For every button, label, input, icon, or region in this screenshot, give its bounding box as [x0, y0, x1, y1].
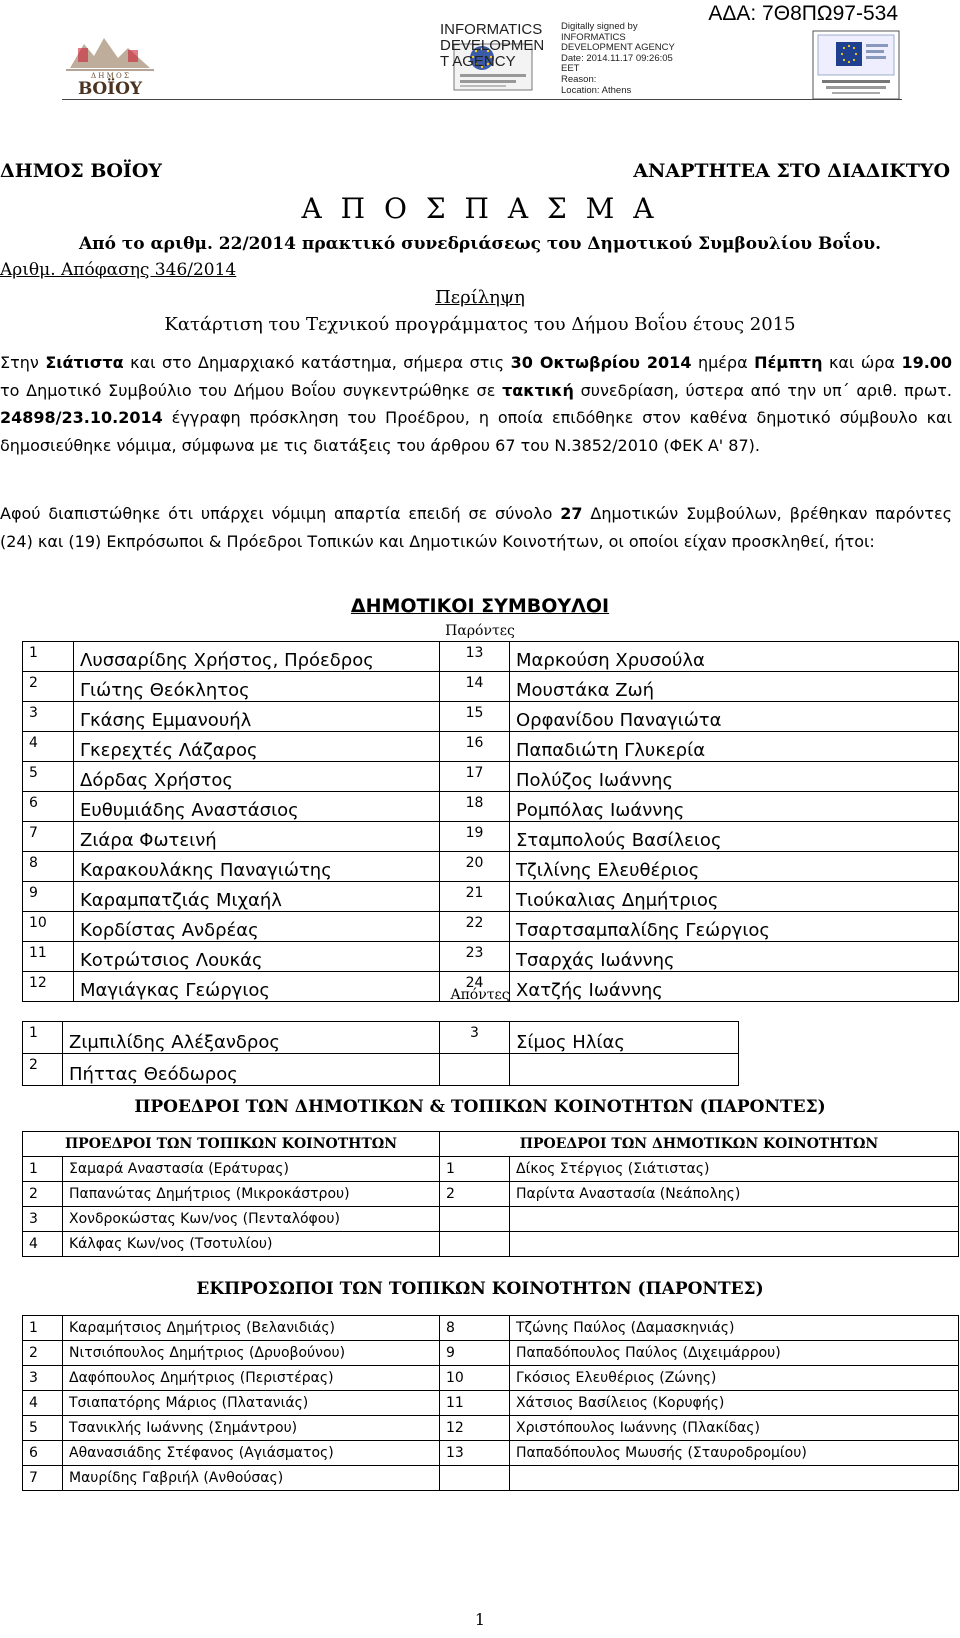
row-number-cell: 10 — [440, 1366, 510, 1391]
row-number-cell: 12 — [23, 972, 74, 1002]
row-number-cell: 10 — [23, 912, 74, 942]
row-number-cell: 9 — [23, 882, 74, 912]
name-cell: Κοτρώτσιος Λουκάς — [74, 942, 440, 972]
signature-line: Location: Athens — [561, 84, 632, 96]
name-cell: Μαυρίδης Γαβριήλ (Ανθούσας) — [63, 1466, 440, 1491]
name-cell: Σίμος Ηλίας — [510, 1022, 739, 1054]
row-number-cell: 7 — [23, 1466, 63, 1491]
name-cell: Καραμήτσιος Δημήτριος (Βελανιδιάς) — [63, 1316, 440, 1341]
signature-line: EET — [561, 63, 580, 75]
row-number-cell: 2 — [23, 1182, 63, 1207]
name-cell: Παπαδιώτη Γλυκερία — [510, 732, 959, 762]
name-cell: Σαμαρά Αναστασία (Εράτυρας) — [63, 1157, 440, 1182]
name-cell: Γκόσιος Ελευθέριος (Ζώνης) — [510, 1366, 959, 1391]
decision-number: Αριθμ. Απόφασης 346/2014 — [0, 260, 237, 280]
row-number-cell: 20 — [440, 852, 510, 882]
table-row — [23, 1466, 959, 1491]
name-cell: Ζιάρα Φωτεινή — [74, 822, 440, 852]
text: Αφού διαπιστώθηκε ότι υπάρχει νόμιμη απαρτία επειδή σε σύνολο — [0, 504, 561, 523]
name-cell: Γκερεχτές Λάζαρος — [74, 732, 440, 762]
summary-label: Περίληψη — [435, 287, 525, 308]
representatives-table — [22, 1315, 959, 1491]
name-cell: Χονδροκώστας Κων/νος (Πενταλόφου) — [63, 1207, 440, 1232]
name-cell: Ορφανίδου Παναγιώτα — [510, 702, 959, 732]
row-number-cell: 19 — [440, 822, 510, 852]
row-number-cell: 14 — [440, 672, 510, 702]
present-label: Παρόντες — [445, 623, 515, 639]
name-cell: Τσαρχάς Ιωάννης — [510, 942, 959, 972]
name-cell: Χατζής Ιωάννης — [510, 972, 959, 1002]
row-number-cell: 23 — [440, 942, 510, 972]
row-number-cell — [440, 1232, 510, 1257]
row-number-cell: 2 — [23, 1054, 63, 1086]
row-number-cell: 24 — [440, 972, 510, 1002]
table-header-row — [23, 1132, 959, 1157]
row-number-cell: 16 — [440, 732, 510, 762]
row-number-cell: 17 — [440, 762, 510, 792]
signature-agency-name: INFORMATICS DEVELOPMEN T AGENCY — [440, 21, 545, 70]
table-row — [23, 1391, 959, 1416]
bold-text: τακτική — [502, 380, 574, 400]
name-cell: Κορδίστας Ανδρέας — [74, 912, 440, 942]
name-cell: Δόρδας Χρήστος — [74, 762, 440, 792]
table-row — [23, 762, 959, 792]
signature-details — [561, 22, 675, 96]
col-local-presidents: ΠΡΟΕΔΡΟΙ ΤΩΝ ΤΟΠΙΚΩΝ ΚΟΙΝΟΤΗΤΩΝ — [23, 1132, 440, 1157]
bold-text: 27 — [560, 504, 583, 523]
row-number-cell: 13 — [440, 642, 510, 672]
text: Δημοτικών Συμβούλων, βρέθηκαν παρόντες (24) και (19) Εκπρόσωποι & Πρόεδροι Τοπικών και Δημοτικών Κοινοτήτων, οι οποίοι είχαν προσκληθεί, ήτοι: — [0, 504, 953, 551]
municipality-name: ΔΗΜΟΣ ΒΟΪΟΥ — [0, 160, 162, 182]
decision-subject: Κατάρτιση του Τεχνικού προγράμματος του Δήμου Βοΐου έτους 2015 — [164, 314, 796, 335]
name-cell: Νιτσιόπουλος Δημήτριος (Δρυοβούνου) — [63, 1341, 440, 1366]
signature-line: Digitally signed by — [561, 21, 638, 32]
table-row — [23, 1316, 959, 1341]
name-cell: Τζιλίνης Ελευθέριος — [510, 852, 959, 882]
municipality-logo — [64, 30, 156, 98]
name-cell: Μαγιάγκας Γεώργιος — [74, 972, 440, 1002]
name-cell: Κάλφας Κων/νος (Τσοτυλίου) — [63, 1232, 440, 1257]
table-row — [23, 1416, 959, 1441]
name-cell: Καρακουλάκης Παναγιώτης — [74, 852, 440, 882]
table-row — [23, 1341, 959, 1366]
row-number-cell: 1 — [23, 642, 74, 672]
name-cell: Σταμπολούς Βασίλειος — [510, 822, 959, 852]
table-row — [23, 852, 959, 882]
name-cell: Καραμπατζιάς Μιχαήλ — [74, 882, 440, 912]
name-cell: Παπαδόπουλος Παύλος (Διχειμάρρου) — [510, 1341, 959, 1366]
table-row — [23, 672, 959, 702]
text: και στο Δημαρχιακό κατάστημα, σήμερα στις — [123, 353, 511, 372]
row-number-cell: 4 — [23, 1232, 63, 1257]
absent-councillors-table — [22, 1021, 739, 1086]
bold-text: 19.00 — [901, 353, 953, 372]
row-number-cell — [440, 1207, 510, 1232]
row-number-cell: 2 — [23, 1341, 63, 1366]
bold-text: 24898/23.10.2014 — [0, 408, 163, 427]
row-number-cell — [440, 1466, 510, 1491]
minutes-reference: Από το αριθμ. 22/2014 πρακτικό συνεδριάσεως του Δημοτικού Συμβουλίου Βοΐου. — [78, 234, 882, 254]
name-cell: Ζιμπιλίδης Αλέξανδρος — [63, 1022, 440, 1054]
row-number-cell: 4 — [23, 732, 74, 762]
row-number-cell: 21 — [440, 882, 510, 912]
name-cell: Τιούκαλιας Δημήτριος — [510, 882, 959, 912]
table-row — [23, 882, 959, 912]
table-row — [23, 702, 959, 732]
header-divider — [62, 99, 902, 100]
name-cell — [510, 1232, 959, 1257]
name-cell: Δίκος Στέργιος (Σιάτιστας) — [510, 1157, 959, 1182]
logo-small-text: Δ Η Μ Ο Σ — [91, 72, 129, 80]
col-municipal-presidents: ΠΡΟΕΔΡΟΙ ΤΩΝ ΔΗΜΟΤΙΚΩΝ ΚΟΙΝΟΤΗΤΩΝ — [440, 1132, 959, 1157]
row-number-cell: 3 — [23, 1207, 63, 1232]
bold-text: Σιάτιστα — [45, 353, 124, 372]
text: και ώρα — [822, 353, 902, 372]
internet-posting-notice: ΑΝΑΡΤΗΤΕΑ ΣΤΟ ΔΙΑΔΙΚΤΥΟ — [633, 160, 950, 182]
row-number-cell: 5 — [23, 762, 74, 792]
row-number-cell: 7 — [23, 822, 74, 852]
table-row — [23, 1054, 739, 1086]
table-row — [23, 1022, 739, 1054]
name-cell — [510, 1207, 959, 1232]
row-number-cell: 11 — [23, 942, 74, 972]
table-row — [23, 1207, 959, 1232]
table-row — [23, 1441, 959, 1466]
name-cell: Τζώνης Παύλος (Δαμασκηνιάς) — [510, 1316, 959, 1341]
row-number-cell: 8 — [440, 1316, 510, 1341]
name-cell: Ευθυμιάδης Αναστάσιος — [74, 792, 440, 822]
table-row — [23, 1366, 959, 1391]
name-cell: Αθανασιάδης Στέφανος (Αγιάσματος) — [63, 1441, 440, 1466]
signature-line: DEVELOPMENT AGENCY — [561, 42, 675, 54]
name-cell: Δαφόπουλος Δημήτριος (Περιστέρας) — [63, 1366, 440, 1391]
absent-label: Απόντες — [450, 987, 510, 1003]
signature-line: INFORMATICS — [561, 31, 626, 43]
row-number-cell: 12 — [440, 1416, 510, 1441]
name-cell: Παπανώτας Δημήτριος (Μικροκάστρου) — [63, 1182, 440, 1207]
row-number-cell: 4 — [23, 1391, 63, 1416]
name-cell — [510, 1054, 739, 1086]
table-row — [23, 732, 959, 762]
name-cell: Μαρκούση Χρυσούλα — [510, 642, 959, 672]
eu-certification-logo — [812, 30, 900, 100]
name-cell: Χάτσιος Βασίλειος (Κορυφής) — [510, 1391, 959, 1416]
bold-text: Πέμπτη — [754, 353, 823, 372]
text: ημέρα — [691, 353, 755, 372]
name-cell — [510, 1466, 959, 1491]
councillors-heading: ΔΗΜΟΤΙΚΟΙ ΣΥΜΒΟΥΛΟΙ — [350, 595, 610, 617]
text: έγγραφη πρόσκληση του Προέδρου, η οποία επιδόθηκε στον καθένα δημοτικό σύμβουλο και δημοσιεύθηκε νόμιμα, σύμφωνα με τις διατάξεις του άρθρου 67 του Ν.3852/2010 (ΦΕΚ Α' 87). — [0, 408, 952, 455]
row-number-cell: 2 — [23, 672, 74, 702]
ada-code: ΑΔΑ: 7Θ8ΠΩ97-534 — [708, 2, 898, 25]
row-number-cell: 9 — [440, 1341, 510, 1366]
name-cell: Πήττας Θεόδωρος — [63, 1054, 440, 1086]
row-number-cell: 1 — [440, 1157, 510, 1182]
row-number-cell: 3 — [23, 1366, 63, 1391]
logo-name-text: ΒΟΪΟΥ — [77, 79, 143, 98]
table-row — [23, 942, 959, 972]
presidents-table — [22, 1131, 959, 1257]
present-councillors-table — [22, 641, 959, 1002]
name-cell: Γιώτης Θεόκλητος — [74, 672, 440, 702]
table-row — [23, 642, 959, 672]
name-cell: Τσαρτσαμπαλίδης Γεώργιος — [510, 912, 959, 942]
row-number-cell: 1 — [23, 1316, 63, 1341]
text: συνεδρίαση, ύστερα από την υπ΄ αριθ. πρωτ. — [573, 380, 952, 400]
row-number-cell: 13 — [440, 1441, 510, 1466]
signature-line: Date: 2014.11.17 09:26:05 — [561, 52, 673, 64]
row-number-cell: 5 — [23, 1416, 63, 1441]
signature-line: Reason: — [561, 73, 597, 85]
row-number-cell: 1 — [23, 1022, 63, 1054]
name-cell: Λυσσαρίδης Χρήστος, Πρόεδρος — [74, 642, 440, 672]
table-row — [23, 1182, 959, 1207]
table-row — [23, 912, 959, 942]
name-cell: Τσανικλής Ιωάννης (Σημάντρου) — [63, 1416, 440, 1441]
text: το Δημοτικό Συμβούλιο του Δήμου Βοΐου συγκεντρώθηκε σε — [0, 380, 503, 400]
name-cell: Τσιαπατόρης Μάριος (Πλατανιάς) — [63, 1391, 440, 1416]
presidents-heading: ΠΡΟΕΔΡΟΙ ΤΩΝ ΔΗΜΟΤΙΚΩΝ & ΤΟΠΙΚΩΝ ΚΟΙΝΟΤΗΤΩΝ (ΠΑΡΟΝΤΕΣ) — [134, 1097, 826, 1117]
name-cell: Πολύζος Ιωάννης — [510, 762, 959, 792]
row-number-cell: 6 — [23, 1441, 63, 1466]
row-number-cell: 2 — [440, 1182, 510, 1207]
name-cell: Μουστάκα Ζωή — [510, 672, 959, 702]
row-number-cell: 11 — [440, 1391, 510, 1416]
table-row — [23, 792, 959, 822]
row-number-cell: 6 — [23, 792, 74, 822]
row-number-cell: 1 — [23, 1157, 63, 1182]
table-row — [23, 1232, 959, 1257]
page-number: 1 — [474, 1610, 486, 1629]
row-number-cell: 3 — [23, 702, 74, 732]
quorum-paragraph — [0, 500, 952, 555]
row-number-cell: 15 — [440, 702, 510, 732]
table-row — [23, 822, 959, 852]
name-cell: Ρομπόλας Ιωάννης — [510, 792, 959, 822]
document-title: Α Π Ο Σ Π Α Σ Μ Α — [301, 192, 659, 225]
row-number-cell: 8 — [23, 852, 74, 882]
row-number-cell: 3 — [440, 1022, 510, 1054]
name-cell: Γκάσης Εμμανουήλ — [74, 702, 440, 732]
row-number-cell: 18 — [440, 792, 510, 822]
table-row — [23, 1157, 959, 1182]
text: Στην — [0, 353, 46, 372]
row-number-cell: 22 — [440, 912, 510, 942]
row-number-cell — [440, 1054, 510, 1086]
representatives-heading: ΕΚΠΡΟΣΩΠΟΙ ΤΩΝ ΤΟΠΙΚΩΝ ΚΟΙΝΟΤΗΤΩΝ (ΠΑΡΟΝΤΕΣ) — [196, 1279, 764, 1299]
name-cell: Παπαδόπουλος Μωυσής (Σταυροδρομίου) — [510, 1441, 959, 1466]
session-paragraph — [0, 349, 952, 459]
name-cell: Παρίντα Αναστασία (Νεάπολης) — [510, 1182, 959, 1207]
bold-text: 30 Οκτωβρίου 2014 — [510, 353, 692, 372]
digital-signature-block — [440, 22, 690, 96]
name-cell: Χριστόπουλος Ιωάννης (Πλακίδας) — [510, 1416, 959, 1441]
